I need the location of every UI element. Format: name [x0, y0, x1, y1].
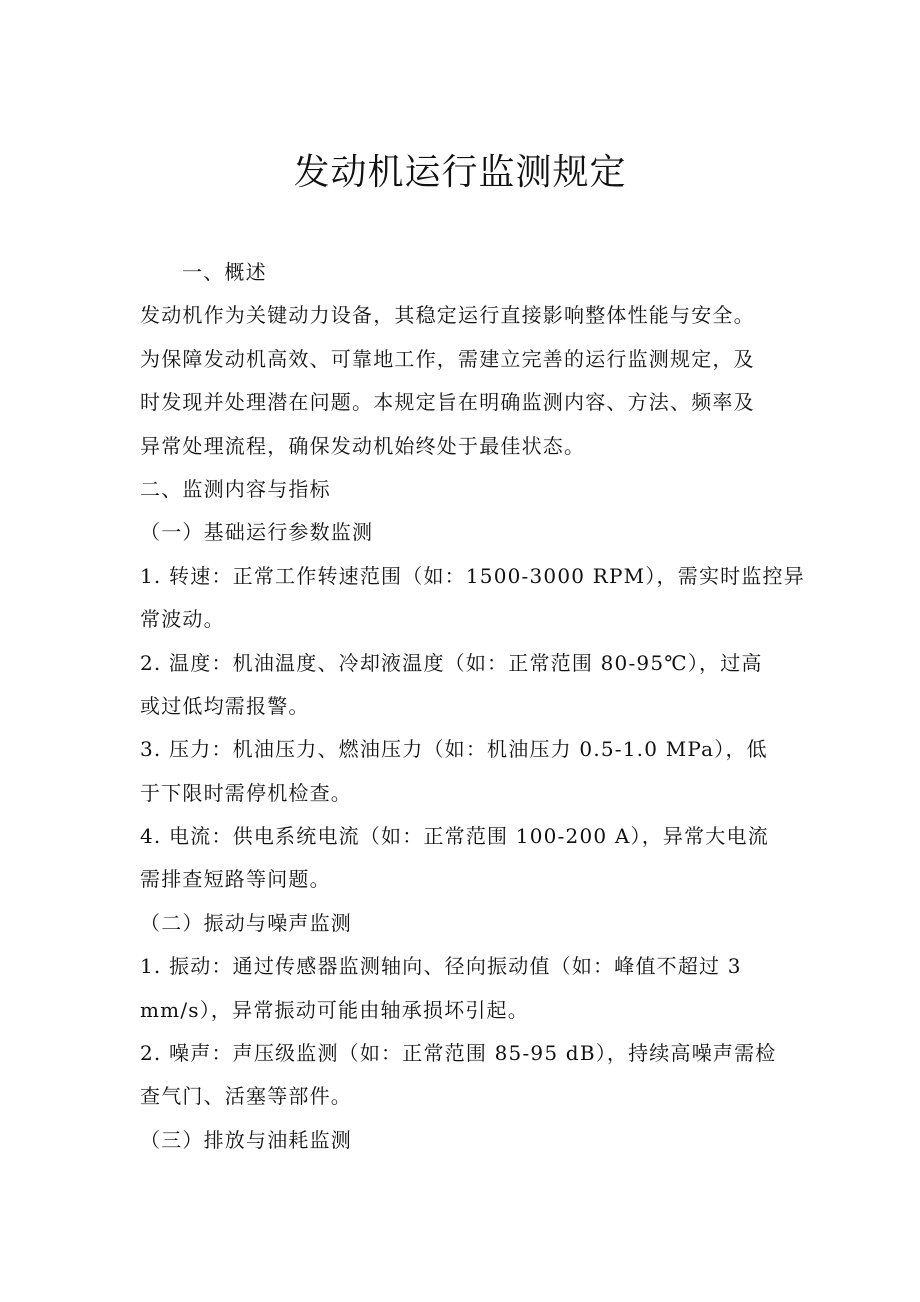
paragraph-line: 发动机作为关键动力设备，其稳定运行直接影响整体性能与安全。	[140, 303, 755, 328]
list-item-temperature: 2. 温度：机油温度、冷却液温度（如：正常范围 80-95℃），过高	[140, 650, 763, 675]
list-item-pressure-cont: 于下限时需停机检查。	[140, 780, 352, 805]
list-item-vibration: 1. 振动：通过传感器监测轴向、径向振动值（如：峰值不超过 3	[140, 954, 742, 979]
paragraph-line: 时发现并处理潜在问题。本规定旨在明确监测内容、方法、频率及	[140, 390, 755, 415]
list-item-current-cont: 需排查短路等问题。	[140, 867, 331, 892]
list-item-rpm-cont: 常波动。	[140, 607, 225, 632]
subsection-heading-vibration-noise: （二）振动与噪声监测	[140, 910, 352, 935]
list-item-rpm: 1. 转速：正常工作转速范围（如：1500-3000 RPM），需实时监控异	[140, 563, 805, 588]
list-item-temperature-cont: 或过低均需报警。	[140, 693, 310, 718]
list-item-noise: 2. 噪声：声压级监测（如：正常范围 85-95 dB），持续高噪声需检	[140, 1041, 777, 1066]
list-item-vibration-cont: mm/s），异常振动可能由轴承损坏引起。	[140, 997, 529, 1022]
section-heading-overview: 一、概述	[182, 260, 267, 284]
subsection-heading-basic-params: （一）基础运行参数监测	[140, 520, 374, 545]
document-title: 发动机运行监测规定	[293, 152, 627, 193]
list-item-noise-cont: 查气门、活塞等部件。	[140, 1084, 352, 1109]
paragraph-line: 异常处理流程，确保发动机始终处于最佳状态。	[140, 433, 586, 458]
document-body	[140, 255, 805, 1166]
list-item-pressure: 3. 压力：机油压力、燃油压力（如：机油压力 0.5-1.0 MPa），低	[140, 737, 768, 762]
paragraph-line: 为保障发动机高效、可靠地工作，需建立完善的运行监测规定，及	[140, 346, 755, 371]
section-heading-monitoring: 二、监测内容与指标	[140, 476, 331, 501]
subsection-heading-emission-fuel: （三）排放与油耗监测	[140, 1127, 352, 1152]
list-item-current: 4. 电流：供电系统电流（如：正常范围 100-200 A），异常大电流	[140, 824, 769, 849]
